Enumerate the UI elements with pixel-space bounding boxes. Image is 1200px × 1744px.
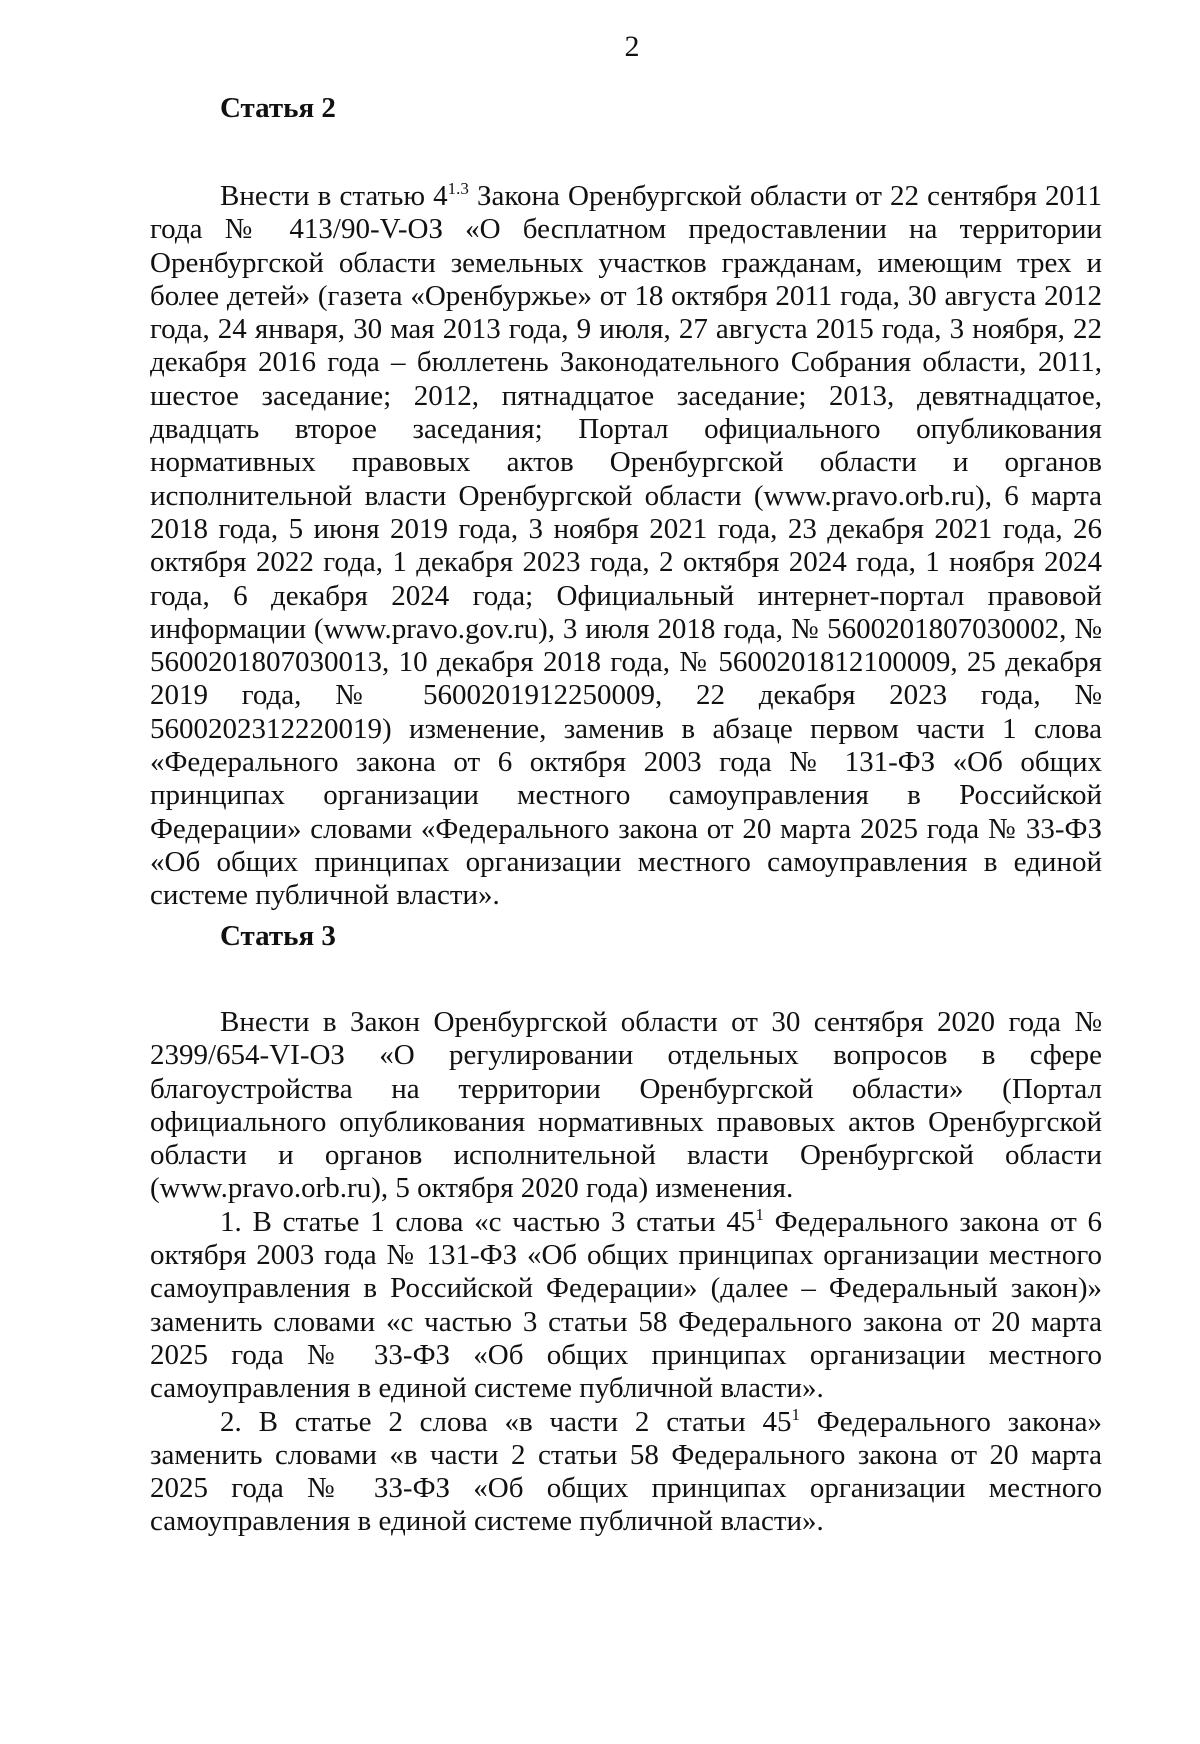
superscript-index: 1 bbox=[755, 1204, 764, 1224]
article-paragraph bbox=[150, 1206, 1102, 1406]
paragraph-text: 2. В статье 2 слова «в части 2 статьи 45 bbox=[220, 1405, 792, 1438]
article-3-section bbox=[150, 918, 1102, 1539]
article-paragraph bbox=[150, 1006, 1102, 1206]
article-paragraph bbox=[150, 1406, 1102, 1539]
page-number: 2 bbox=[624, 30, 640, 63]
article-heading: Статья 2 bbox=[220, 92, 336, 124]
paragraph-text: Федерального закона от 6 октября 2003 года № 131-ФЗ «Об общих принципах организации местного самоуправления в Российской Федерации» (далее – Федеральный закон)» заменить словами «с частью 3 статьи 58 Федерального закона от 20 марта 2025 года № 33-ФЗ «Об общих принципах организации местного самоуправления в единой системе публичной власти». bbox=[150, 1205, 1102, 1405]
superscript-index: 1 bbox=[791, 1404, 800, 1424]
paragraph-text: Внести в Закон Оренбургской области от 30 сентября 2020 года № 2399/654-VI-ОЗ «О регулировании отдельных вопросов в сфере благоустройства на территории Оренбургской области» (Портал официального опубликования нормативных правовых актов Оренбургской области и органов исполнительной власти Оренбургской области (www.pravo.orb.ru), 5 октября 2020 года) изменения. bbox=[150, 1006, 1102, 1205]
paragraph-text: Закона Оренбургской области от 22 сентября 2011 года № 413/90-V-ОЗ «О бесплатном предоставлении на территории Оренбургской области земельных участков гражданам, имеющим трех и более детей» (газета «Оренбуржье» от 18 октября 2011 года, 30 августа 2012 года, 24 января, 30 мая 2013 года, 9 июля, 27 августа 2015 года, 3 ноября, 22 декабря 2016 года – бюллетень Законодательного Собрания области, 2011, шестое заседание; 2012, пятнадцатое заседание; 2013, девятнадцатое, двадцать второе заседания; Портал официального опубликования нормативных правовых актов Оренбургской области и органов исполнительной власти Оренбургской области (www.pravo.orb.ru), 6 марта 2018 года, 5 июня 2019 года, 3 ноября 2021 года, 23 декабря 2021 года, 26 октября 2022 года, 1 декабря 2023 года, 2 октября 2024 года, 1 ноября 2024 года, 6 декабря 2024 года; Официальный интернет-портал правовой информации (www.pravo.gov.ru), 3 июля 2018 года, № 5600201807030002, № 5600201807030013, 10 декабря 2018 года, № 5600201812100009, 25 декабря 2019 года, № 5600201912250009, 22 декабря 2023 года, № 5600202312220019) изменение, заменив в абзаце первом части 1 слова «Федерального закона от 6 октября 2003 года № 131-ФЗ «Об общих принципах организации местного самоуправления в Российской Федерации» словами «Федерального закона от 20 марта 2025 года № 33-ФЗ «Об общих принципах организации местного самоуправления в единой системе публичной власти». bbox=[150, 180, 1102, 912]
superscript-index: 1.3 bbox=[447, 179, 469, 198]
article-2-section bbox=[150, 90, 1102, 913]
article-paragraph bbox=[150, 180, 1102, 913]
article-heading: Статья 3 bbox=[220, 920, 336, 952]
paragraph-text: Внести в статью 4 bbox=[220, 180, 448, 212]
paragraph-text: Федерального закона» заменить словами «в части 2 статьи 58 Федерального закона от 20 марта 2025 года № 33-ФЗ «Об общих принципах организации местного самоуправления в единой системе публичной власти». bbox=[150, 1405, 1102, 1538]
paragraph-text: 1. В статье 1 слова «с частью 3 статьи 45 bbox=[220, 1205, 756, 1238]
